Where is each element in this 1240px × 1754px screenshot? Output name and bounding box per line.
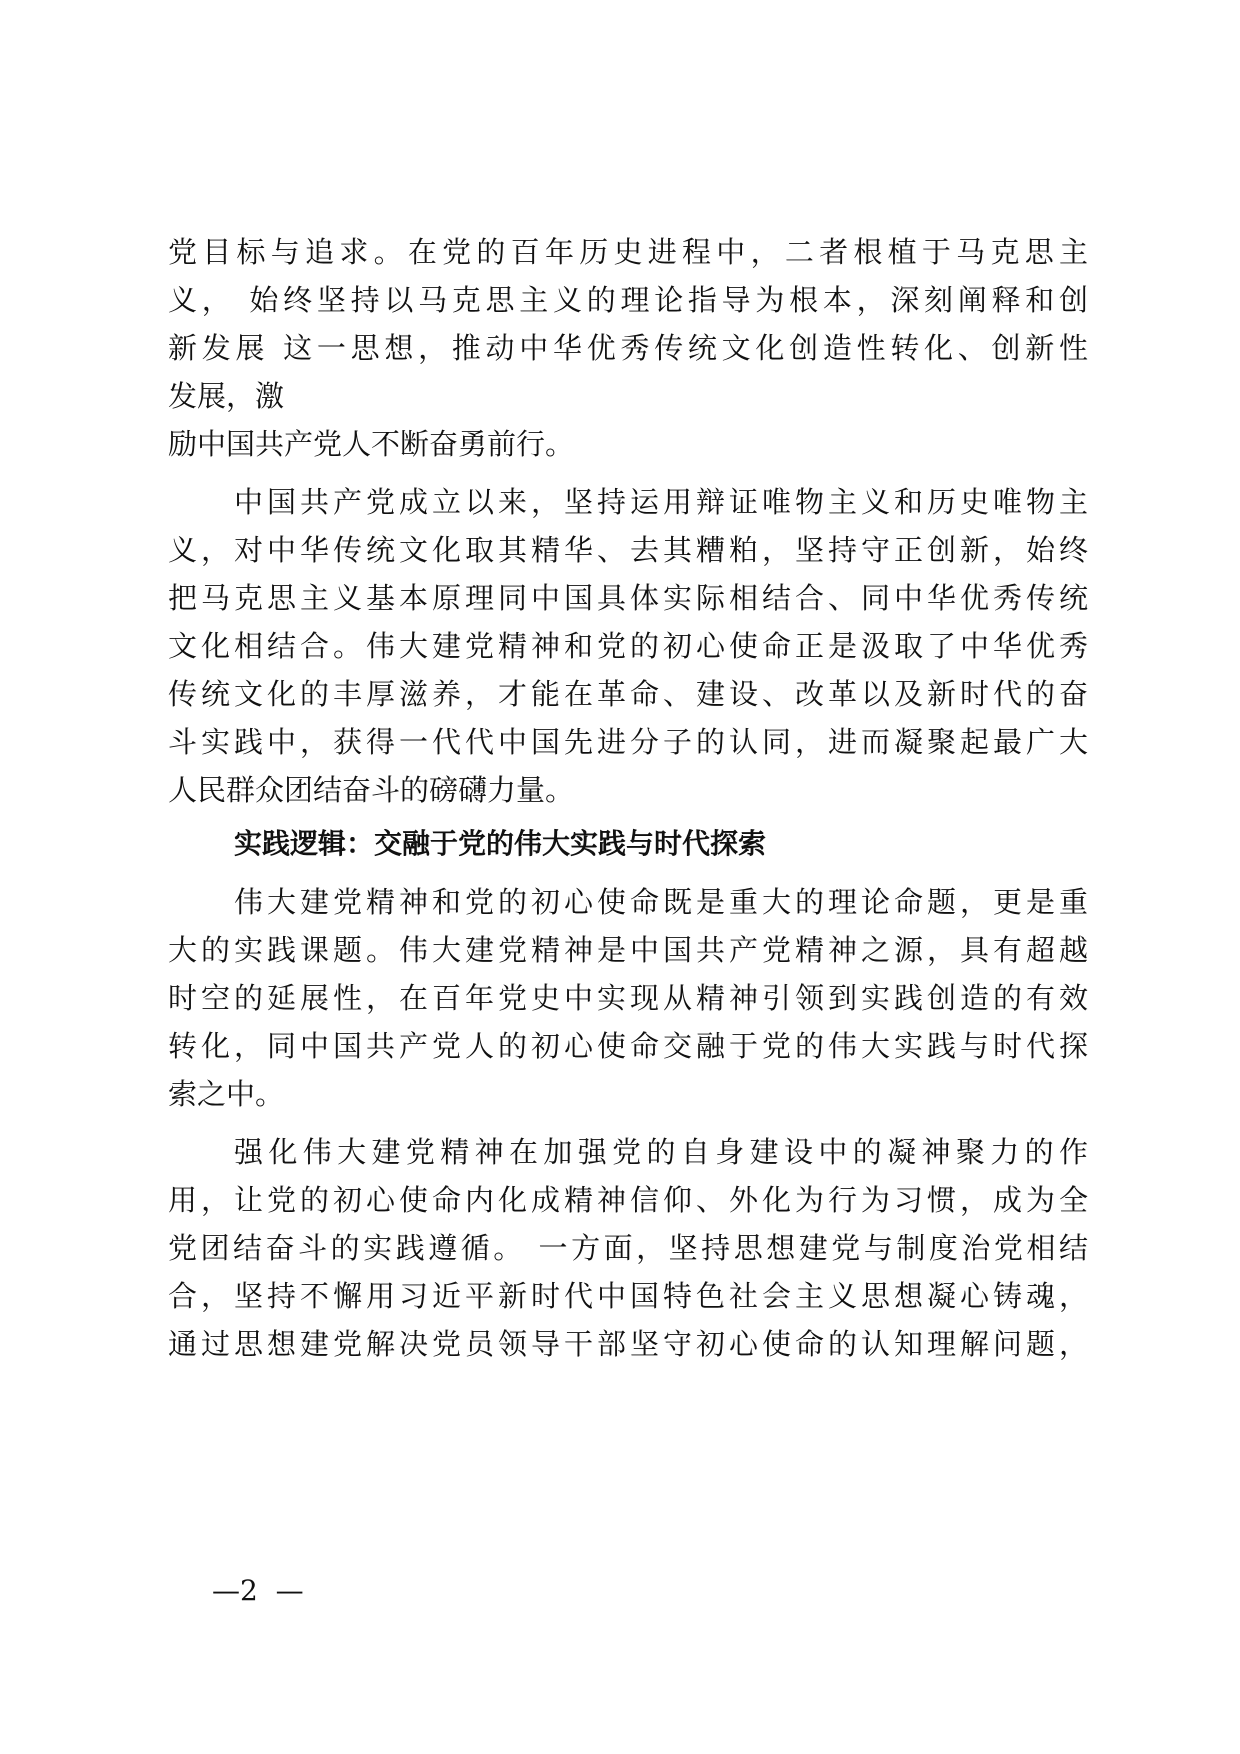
text-line: 时空的延展性，在百年党史中实现从精神引领到实践创造的有效 xyxy=(168,981,1088,1015)
text-line: 文化相结合。伟大建党精神和党的初心使命正是汲取了中华优秀 xyxy=(168,629,1088,663)
text-line: 索之中。 xyxy=(168,1077,285,1111)
text-line: 斗实践中，获得一代代中国先进分子的认同，进而凝聚起最广大 xyxy=(168,725,1088,759)
paragraph xyxy=(168,1128,1088,1368)
text-line: 中国共产党成立以来，坚持运用辩证唯物主义和历史唯物主 xyxy=(234,485,1088,519)
paragraph xyxy=(168,478,1088,814)
text-line: 励中国共产党人不断奋勇前行。 xyxy=(168,427,575,461)
paragraph xyxy=(168,228,1088,468)
text-line: 合，坚持不懈用习近平新时代中国特色社会主义思想凝心铸魂， xyxy=(168,1279,1088,1313)
text-line: 发展，激 xyxy=(168,379,285,413)
text-line: 用，让党的初心使命内化成精神信仰、外化为行为习惯，成为全 xyxy=(168,1183,1088,1217)
text-line: 转化，同中国共产党人的初心使命交融于党的伟大实践与时代探 xyxy=(168,1029,1088,1063)
text-line: 党团结奋斗的实践遵循。 一方面，坚持思想建党与制度治党相结 xyxy=(168,1231,1088,1265)
text-line: 通过思想建党解决党员领导干部坚守初心使命的认知理解问题， xyxy=(168,1327,1088,1361)
text-line: 伟大建党精神和党的初心使命既是重大的理论命题，更是重 xyxy=(234,885,1088,919)
text-line: 人民群众团结奋斗的磅礴力量。 xyxy=(168,773,575,807)
document-body xyxy=(168,228,1088,1368)
page-number: —2 — xyxy=(212,1574,304,1607)
paragraph xyxy=(168,878,1088,1118)
text-line: 把马克思主义基本原理同中国具体实际相结合、同中华优秀传统 xyxy=(168,581,1088,615)
section-heading: 实践逻辑：交融于党的伟大实践与时代探索 xyxy=(234,827,767,860)
text-line: 强化伟大建党精神在加强党的自身建设中的凝神聚力的作 xyxy=(234,1135,1088,1169)
text-line: 义，对中华传统文化取其精华、去其糟粕，坚持守正创新，始终 xyxy=(168,533,1088,567)
text-line: 传统文化的丰厚滋养，才能在革命、建设、改革以及新时代的奋 xyxy=(168,677,1088,711)
text-line: 大的实践课题。伟大建党精神是中国共产党精神之源，具有超越 xyxy=(168,933,1088,967)
text-line: 新发展 这一思想，推动中华优秀传统文化创造性转化、创新性 xyxy=(168,331,1088,365)
text-line: 义， 始终坚持以马克思主义的理论指导为根本，深刻阐释和创 xyxy=(168,283,1088,317)
text-line: 党目标与追求。在党的百年历史进程中，二者根植于马克思主 xyxy=(168,235,1088,269)
